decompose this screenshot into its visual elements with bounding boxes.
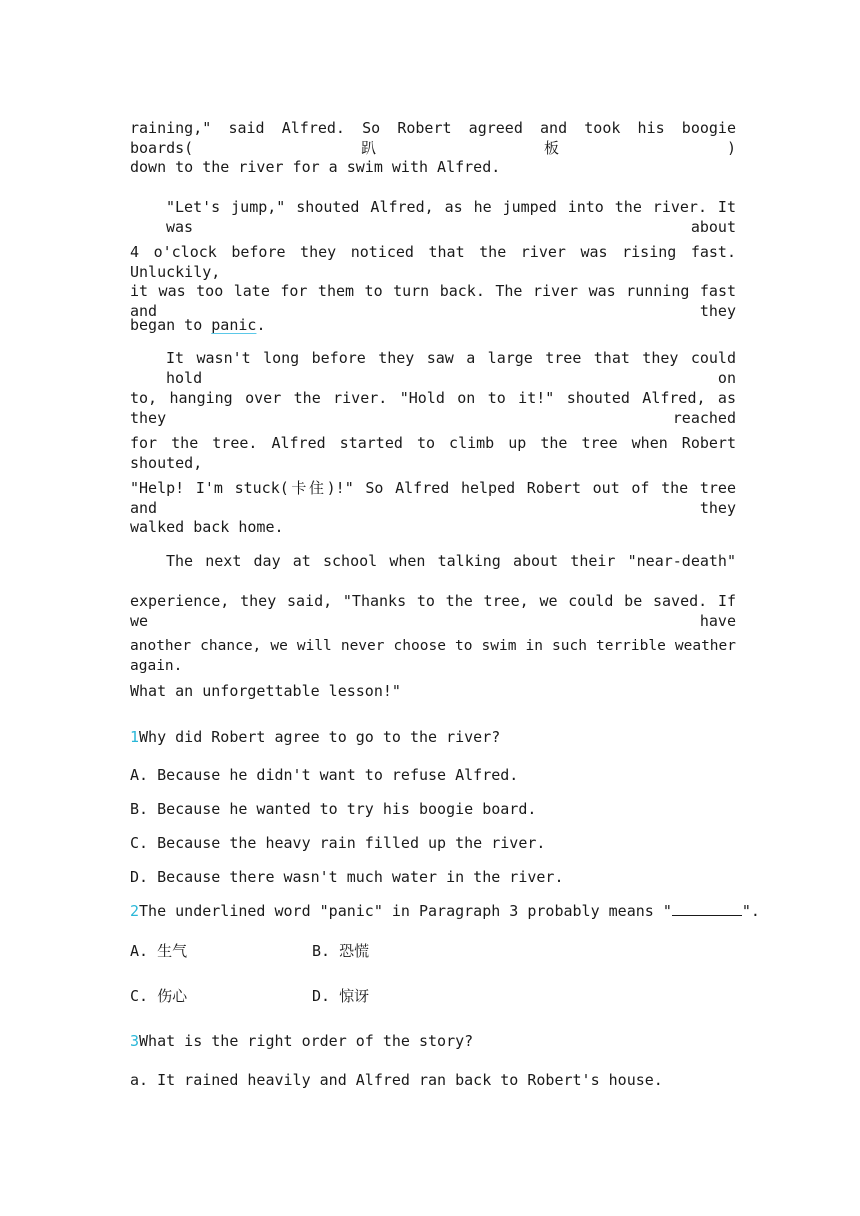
option-b: 恐慌 <box>339 942 370 960</box>
option-c: C. Because the heavy rain filled up the river. <box>130 834 546 852</box>
question-number: 1 <box>130 728 140 746</box>
answer-blank <box>672 901 742 916</box>
question-text: What is the right order of the story? <box>139 1032 474 1050</box>
question-2 <box>130 901 760 921</box>
option-b: B. Because he wanted to try his boogie board. <box>130 800 537 818</box>
passage-line: raining," said Alfred. So Robert agreed and took his boogie boards(趴板) <box>130 119 736 157</box>
option-row <box>312 941 512 961</box>
option-a: A. Because he didn't want to refuse Alfred. <box>130 766 519 784</box>
passage-line: The next day at school when talking about their "near-death" <box>166 552 736 570</box>
passage-line: experience, they said, "Thanks to the tree, we could be saved. If we have <box>130 592 736 630</box>
passage-line: 4 o'clock before they noticed that the river was rising fast. Unluckily, <box>130 243 736 281</box>
event-a: a. It rained heavily and Alfred ran back to Robert's house. <box>130 1071 663 1089</box>
passage-line: for the tree. Alfred started to climb up the tree when Robert shouted, <box>130 434 736 472</box>
passage-line: What an unforgettable lesson!" <box>130 682 401 700</box>
option-label: B. <box>312 942 331 960</box>
passage-line <box>130 315 736 335</box>
underlined-word: panic <box>211 316 257 334</box>
passage-line: it was too late for them to turn back. The river was running fast and they <box>130 282 736 320</box>
question-3 <box>130 1031 736 1051</box>
passage-line: walked back home. <box>130 518 284 536</box>
option-label: D. <box>312 987 331 1005</box>
passage-line: another chance, we will never choose to swim in such terrible weather again. <box>130 638 736 674</box>
option-d: 惊讶 <box>339 987 370 1005</box>
passage-text: . <box>256 316 266 334</box>
passage-line: It wasn't long before they saw a large tree that they could hold on <box>166 349 736 387</box>
option-row <box>312 986 512 1006</box>
question-text: ". <box>741 902 760 920</box>
passage-line: "Help! I'm stuck(卡住)!" So Alfred helped Robert out of the tree and they <box>130 479 736 517</box>
passage-text: began to <box>130 316 212 334</box>
option-d: D. Because there wasn't much water in the river. <box>130 868 564 886</box>
question-number: 3 <box>130 1032 140 1050</box>
question-1 <box>130 727 736 747</box>
passage-line: down to the river for a swim with Alfred. <box>130 158 501 176</box>
passage-line: "Let's jump," shouted Alfred, as he jumped into the river. It was about <box>166 198 736 236</box>
option-a: 生气 <box>157 942 188 960</box>
question-text: The underlined word "panic" in Paragraph 3 probably means " <box>139 902 672 920</box>
question-number: 2 <box>130 902 140 920</box>
option-label: A. <box>130 942 149 960</box>
option-label: C. <box>130 987 149 1005</box>
option-c: 伤心 <box>157 987 188 1005</box>
passage-line: to, hanging over the river. "Hold on to it!" shouted Alfred, as they reached <box>130 389 736 427</box>
question-text: Why did Robert agree to go to the river? <box>139 728 501 746</box>
